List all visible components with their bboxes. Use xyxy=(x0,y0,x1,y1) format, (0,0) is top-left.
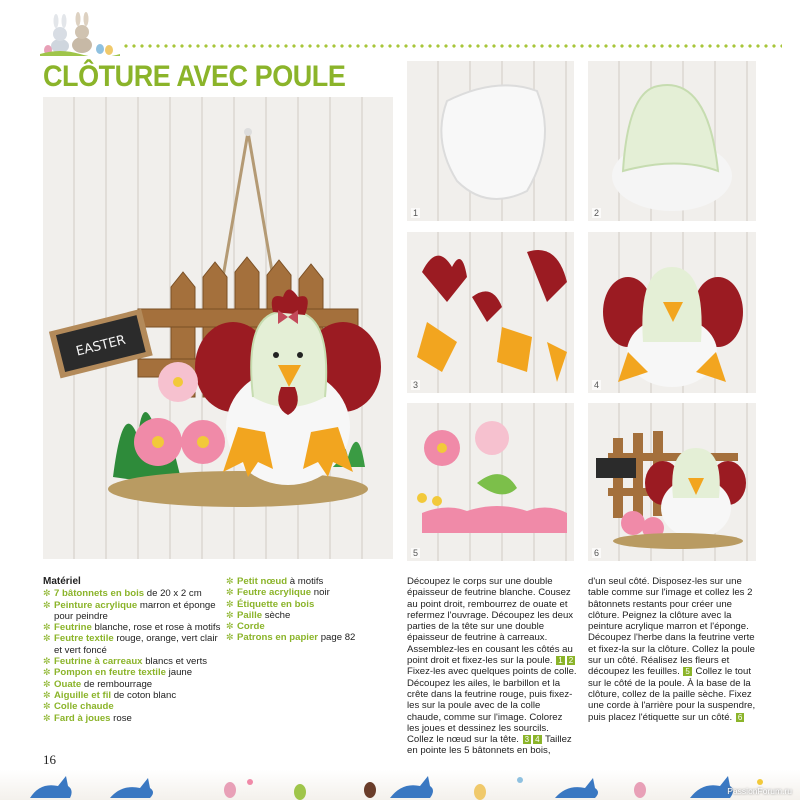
step-photo-2 xyxy=(588,61,756,221)
materials-heading: Matériel xyxy=(43,576,81,587)
instruction-text: Découpez le corps sur une double épaisseur de feutrine blanche. Cousez au point droit, rembourrez de ouate et refermez l'ouvrage. Découpez les deux parties de la tête sur une double épaisseur de feutrine à carreaux. Assemblez-les en cousant les côtés au point droit et fixez-les sur la poule. xyxy=(407,576,574,667)
material-item: ✼ Patrons en papier page 82 xyxy=(226,632,356,644)
instructions-column-2 xyxy=(588,576,758,723)
material-item: ✼ Fard à joues rose xyxy=(43,712,132,724)
material-item: ✼ Colle chaude xyxy=(43,701,114,713)
step-marker: 5 xyxy=(685,667,690,677)
instruction-text: Taillez en pointe les 5 bâtonnets en bois, xyxy=(407,734,572,757)
sign-text: EASTER xyxy=(74,332,128,360)
material-item: ✼ 7 bâtonnets en bois de 20 x 2 cm xyxy=(43,588,202,600)
footer-bunnies-decoration xyxy=(0,770,800,800)
material-item: ✼ Feutre acrylique noir xyxy=(226,587,330,599)
step-number: 6 xyxy=(594,548,600,558)
material-item: ✼ Petit nœud à motifs xyxy=(226,576,324,587)
material-item: ✼ Corde xyxy=(226,621,265,633)
materials-list-right xyxy=(226,576,396,644)
step-photo-5 xyxy=(407,403,574,561)
material-item: ✼ Feutrine blanche, rose et rose à motifs xyxy=(43,622,221,634)
instruction-text: d'un seul côté. Disposez-les sur une table comme sur l'image et collez les 2 bâtonnets restants pour créer une clôture. Peignez la clôture avec la peinture acrylique marron et l'éponge. Découpez l'herbe dans la feutrine verte et fixez-la sur la clôture. Collez la poule sur un côté. Réalisez les fleurs et découpez les feuilles. xyxy=(588,576,755,678)
step-number: 1 xyxy=(413,208,419,218)
step-marker: 4 xyxy=(535,735,540,745)
material-item: ✼ Pompon en feutre textile jaune xyxy=(43,667,193,679)
materials-list-left xyxy=(43,576,221,724)
material-item: ✼ Étiquette en bois xyxy=(226,598,315,610)
material-item: ✼ Paille sèche xyxy=(226,609,291,621)
step-marker: 6 xyxy=(737,712,743,722)
step-photo-1 xyxy=(407,61,574,221)
material-item: ✼ Feutrine à carreaux blancs et verts xyxy=(43,656,208,668)
step-photo-4 xyxy=(588,232,756,393)
step-photo-6 xyxy=(588,403,756,561)
step-number: 3 xyxy=(413,380,419,390)
instruction-text: Collez le tout sur le côté de la poule. À la base de la clôture, collez de la paille sèche. Fixez une corde à l'arrière pour la suspendre, puis placez l'étiquette sur un côté. xyxy=(588,666,756,723)
instructions-column-1 xyxy=(407,576,577,757)
page-number: 16 xyxy=(43,752,56,767)
step-number: 4 xyxy=(594,380,600,390)
easter-bunnies-decoration xyxy=(40,12,120,56)
material-item: ✼ Ouate de rembourrage xyxy=(43,678,153,690)
watermark: PassionForum.ru xyxy=(727,786,792,796)
instruction-text: Fixez-les avec quelques points de colle. Découpez les ailes, le barbillon et la crête dans la feutrine rouge, puis fixez-les sur la poule avec de la colle chaude, comme sur l'image. Colorez les joues et dessinez les sourcils. Collez le nœud sur la tête. xyxy=(407,666,577,746)
step-number: 5 xyxy=(413,548,419,558)
step-marker: 3 xyxy=(524,735,530,745)
main-photo xyxy=(43,97,393,559)
step-photo-3 xyxy=(407,232,574,393)
material-item: ✼ Feutre textile rouge, orange, vert clair et vert foncé xyxy=(43,633,218,656)
step-number: 2 xyxy=(594,208,600,218)
step-marker: 1 xyxy=(558,656,563,666)
material-item: ✼ Peinture acrylique marron et éponge pour peindre xyxy=(43,599,216,622)
dotted-rule xyxy=(122,43,782,49)
step-marker: 2 xyxy=(568,656,574,666)
page-title: CLÔTURE AVEC POULE xyxy=(43,60,346,93)
material-item: ✼ Aiguille et fil de coton blanc xyxy=(43,689,177,701)
